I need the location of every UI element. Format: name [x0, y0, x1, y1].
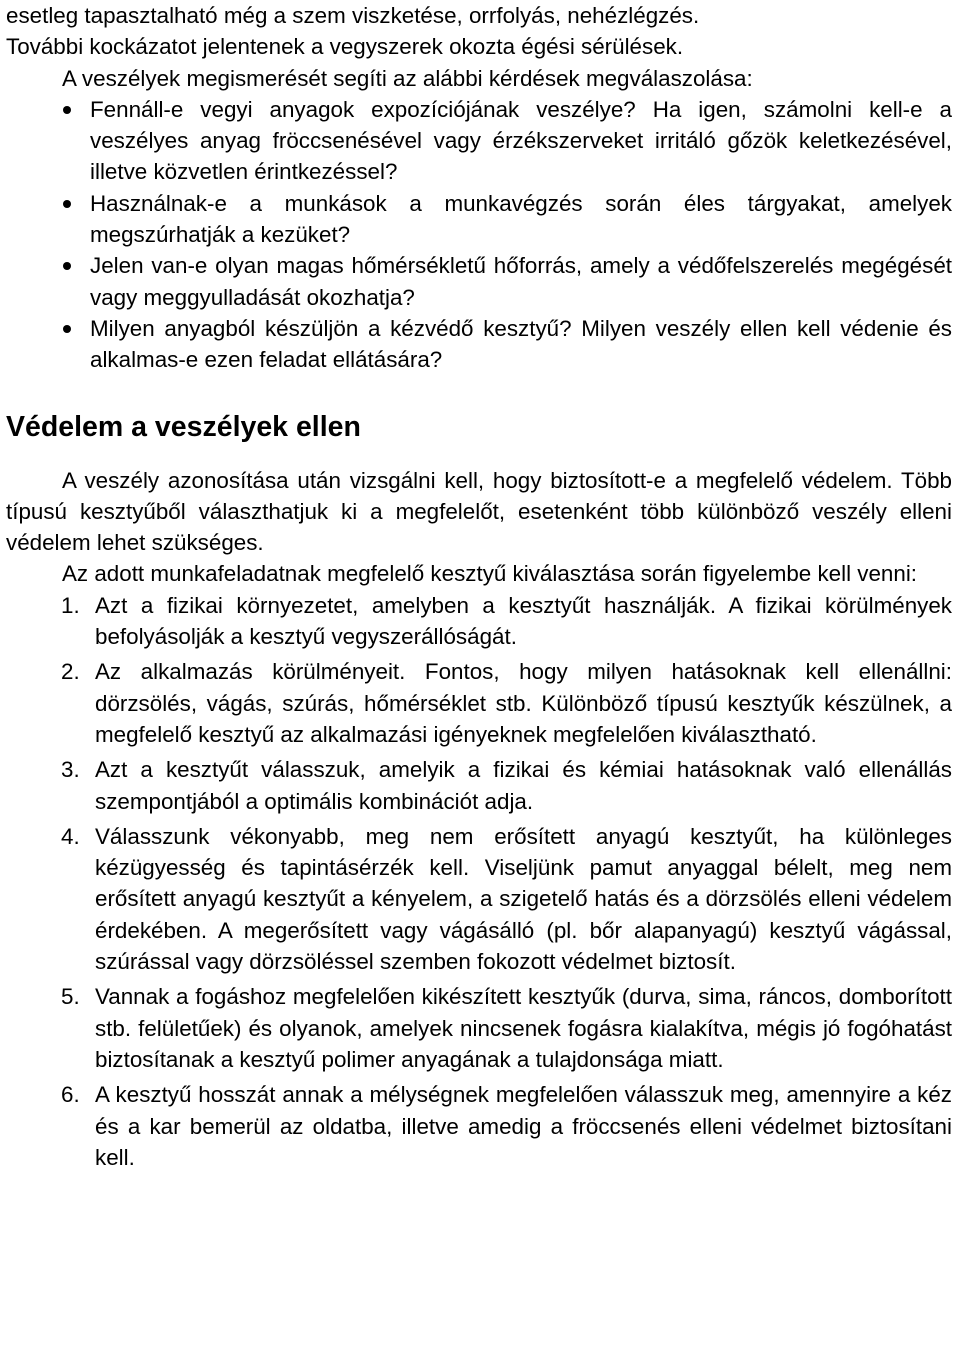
question-text: Jelen van-e olyan magas hőmérsékletű hőforrás, amely a védőfelszerelés megégését vagy meggyulladását okozhatja?	[90, 253, 952, 310]
item-number: 5.	[61, 984, 80, 1010]
list-item	[6, 313, 952, 376]
list-item	[6, 821, 952, 977]
list-item	[6, 590, 952, 653]
item-text: Válasszunk vékonyabb, meg nem erősített anyagú kesztyűt, ha különleges kézügyesség és tapintásérzék kell. Viseljünk pamut anyaggal bélelt, meg nem erősített anyagú kesztyűt a kényelem, a szigetelő hatás és a dörzsölés elleni védelem érdekében. A megerősített vagy vágásálló (pl. bőr alapanyagú) kesztyű vágással, szúrással vagy dörzsöléssel szemben fokozott védelmet biztosít.	[95, 823, 952, 975]
question-text: Milyen anyagból készüljön a kézvédő kesztyű? Milyen veszély ellen kell védenie és alkalmas-e ezen feladat ellátására?	[90, 315, 952, 373]
list-item	[6, 188, 952, 251]
bullet-icon	[63, 262, 71, 270]
section-paragraph-2: Az adott munkafeladatnak megfelelő kesztyű kiválasztása során figyelembe kell venni:	[62, 561, 918, 587]
item-text: Azt a fizikai környezetet, amelyben a kesztyűt használják. A fizikai körülmények befolyásolják a kesztyű vegyszerállóságát.	[95, 592, 952, 650]
item-text: Az alkalmazás körülményeit. Fontos, hogy milyen hatásoknak kell ellenállni: dörzsölés, vágás, szúrás, hőmérséklet stb. Különböző típusú kesztyűk készülnek, a megfelelő kesztyű az alkalmazási igényeknek megfelelően kiválasztható.	[95, 659, 952, 747]
questions-intro: A veszélyek megismerését segíti az alábbi kérdések megválaszolása:	[62, 65, 753, 91]
item-number: 4.	[61, 823, 80, 849]
question-text: Fennáll-e vegyi anyagok expozíciójának veszélye? Ha igen, számolni kell-e a veszélyes anyag fröccsenésével vagy érzékszerveket irritáló gőzök keletkezésével, illetve közvetlen érintkezéssel?	[90, 96, 952, 185]
list-item	[6, 94, 952, 188]
question-list	[6, 94, 952, 376]
item-text: Vannak a fogáshoz megfelelően kikészített kesztyűk (durva, sima, ráncos, domborított stb. felületűek) és olyanok, amelyek nincsenek fogásra kialakítva, mégis jó fogóhatást biztosítanak a kesztyű polimer anyagának a tulajdonsága miatt.	[95, 984, 952, 1072]
section-heading: Védelem a veszélyek ellen	[6, 410, 361, 443]
list-item	[6, 754, 952, 817]
question-text: Használnak-e a munkások a munkavégzés során éles tárgyakat, amelyek megszúrhatják a kezüket?	[90, 190, 952, 248]
bullet-icon	[63, 106, 71, 114]
item-text: A kesztyű hosszát annak a mélységnek megfelelően válasszuk meg, amennyire a kéz és a kar bemerül az oldatba, illetve amedig a fröccsenés elleni védelmet biztosítani kell.	[95, 1082, 952, 1170]
intro-paragraph: További kockázatot jelentenek a vegyszerek okozta égési sérülések.	[6, 34, 684, 60]
list-item	[6, 250, 952, 313]
bullet-icon	[63, 200, 71, 208]
section-paragraph-1: A veszély azonosítása után vizsgálni kell, hogy biztosított-e a megfelelő védelem. Több típusú kesztyűből választhatjuk ki a megfelelőt, esetenként több különböző veszély elleni védelem lehet szükséges.	[6, 467, 952, 556]
list-item	[6, 1079, 952, 1173]
list-item	[6, 656, 952, 750]
bullet-icon	[63, 325, 71, 333]
item-number: 2.	[61, 659, 80, 685]
list-item	[6, 981, 952, 1075]
item-number: 1.	[61, 592, 80, 618]
criteria-list	[6, 590, 952, 1173]
item-text: Azt a kesztyűt válasszuk, amelyik a fizikai és kémiai hatásoknak való ellenállás szempontjából a optimális kombinációt adja.	[95, 757, 952, 814]
item-number: 3.	[61, 757, 80, 783]
document-page	[6, 0, 952, 1177]
intro-line: esetleg tapasztalható még a szem viszketése, orrfolyás, nehézlégzés.	[6, 3, 700, 28]
item-number: 6.	[61, 1082, 80, 1108]
